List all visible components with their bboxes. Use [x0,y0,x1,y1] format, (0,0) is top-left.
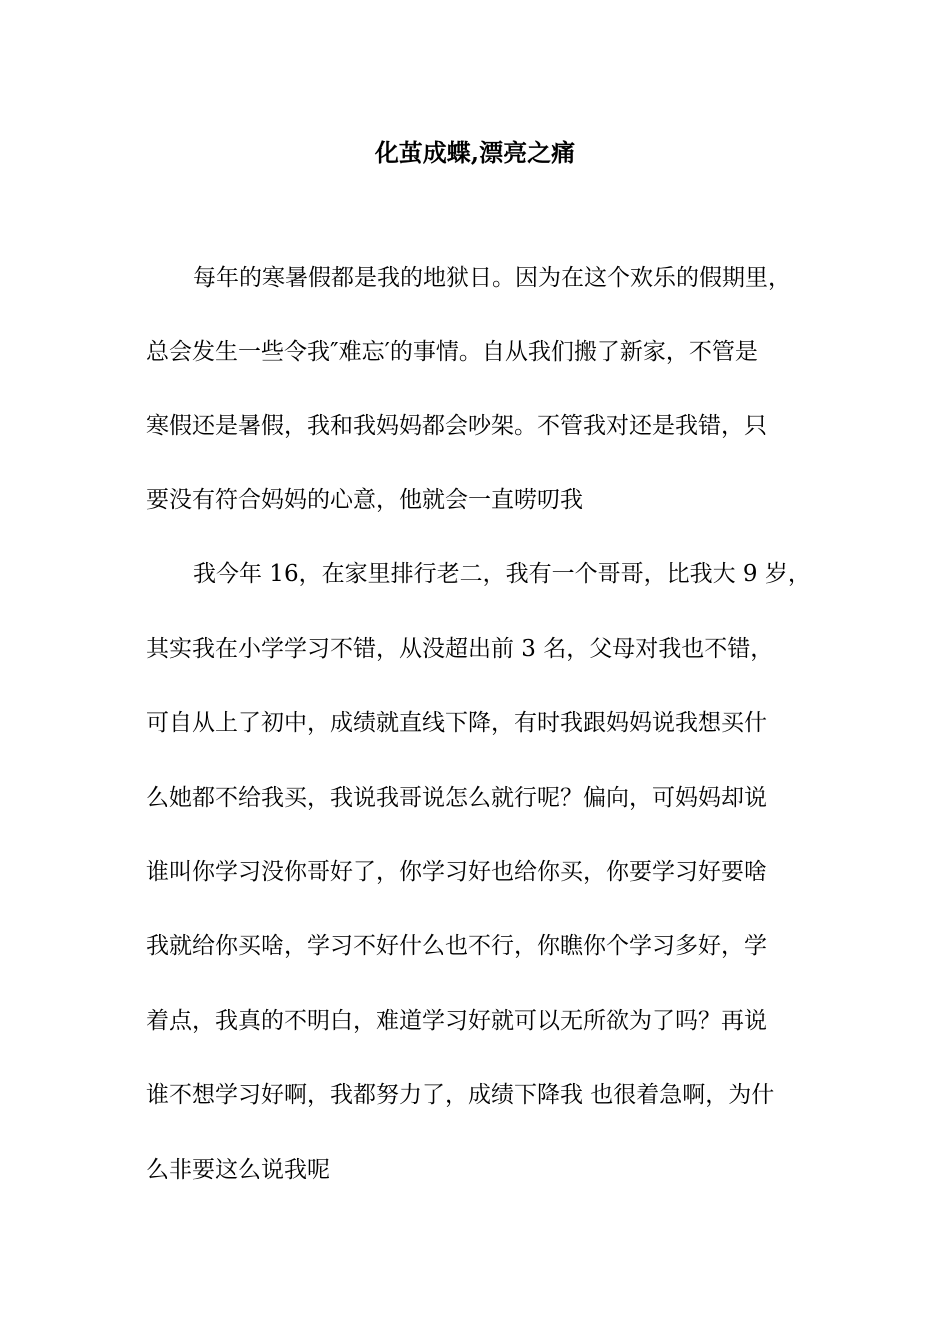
paragraph-1-line-2: 总会发生一些令我″难忘′的事情。自从我们搬了新家，不管是 [146,339,758,365]
paragraph-2-line-4: 么她都不给我买，我说我哥说怎么就行呢？偏向，可妈妈却说 [146,785,767,811]
paragraph-2-line-7: 着点，我真的不明白，难道学习好就可以无所欲为了吗？再说 [146,1008,767,1034]
paragraph-2-line-5: 谁叫你学习没你哥好了，你学习好也给你买，你要学习好要啥 [146,859,767,885]
paragraph-2-line-6: 我就给你买啥，学习不好什么也不行，你瞧你个学习多好，学 [146,933,767,959]
document-title: 化茧成蝶,漂亮之痛 [374,138,576,167]
paragraph-1-line-1: 每年的寒暑假都是我的地狱日。因为在这个欢乐的假期里， [193,265,791,291]
paragraph-2-line-9: 么非要这么说我呢 [146,1157,330,1183]
paragraph-1-line-4: 要没有符合妈妈的心意，他就会一直唠叨我 [146,487,583,513]
paragraph-2-line-1: 我今年 16，在家里排行老二，我有一个哥哥，比我大 9 岁， [193,561,811,587]
paragraph-2-line-8: 谁不想学习好啊，我都努力了，成绩下降我 也很着急啊，为什 [146,1082,775,1108]
paragraph-2-line-2: 其实我在小学学习不错，从没超出前 3 名，父母对我也不错， [146,636,774,662]
paragraph-2-line-3: 可自从上了初中，成绩就直线下降，有时我跟妈妈说我想买什 [146,710,767,736]
paragraph-1-line-3: 寒假还是暑假，我和我妈妈都会吵架。不管我对还是我错，只 [146,413,767,439]
